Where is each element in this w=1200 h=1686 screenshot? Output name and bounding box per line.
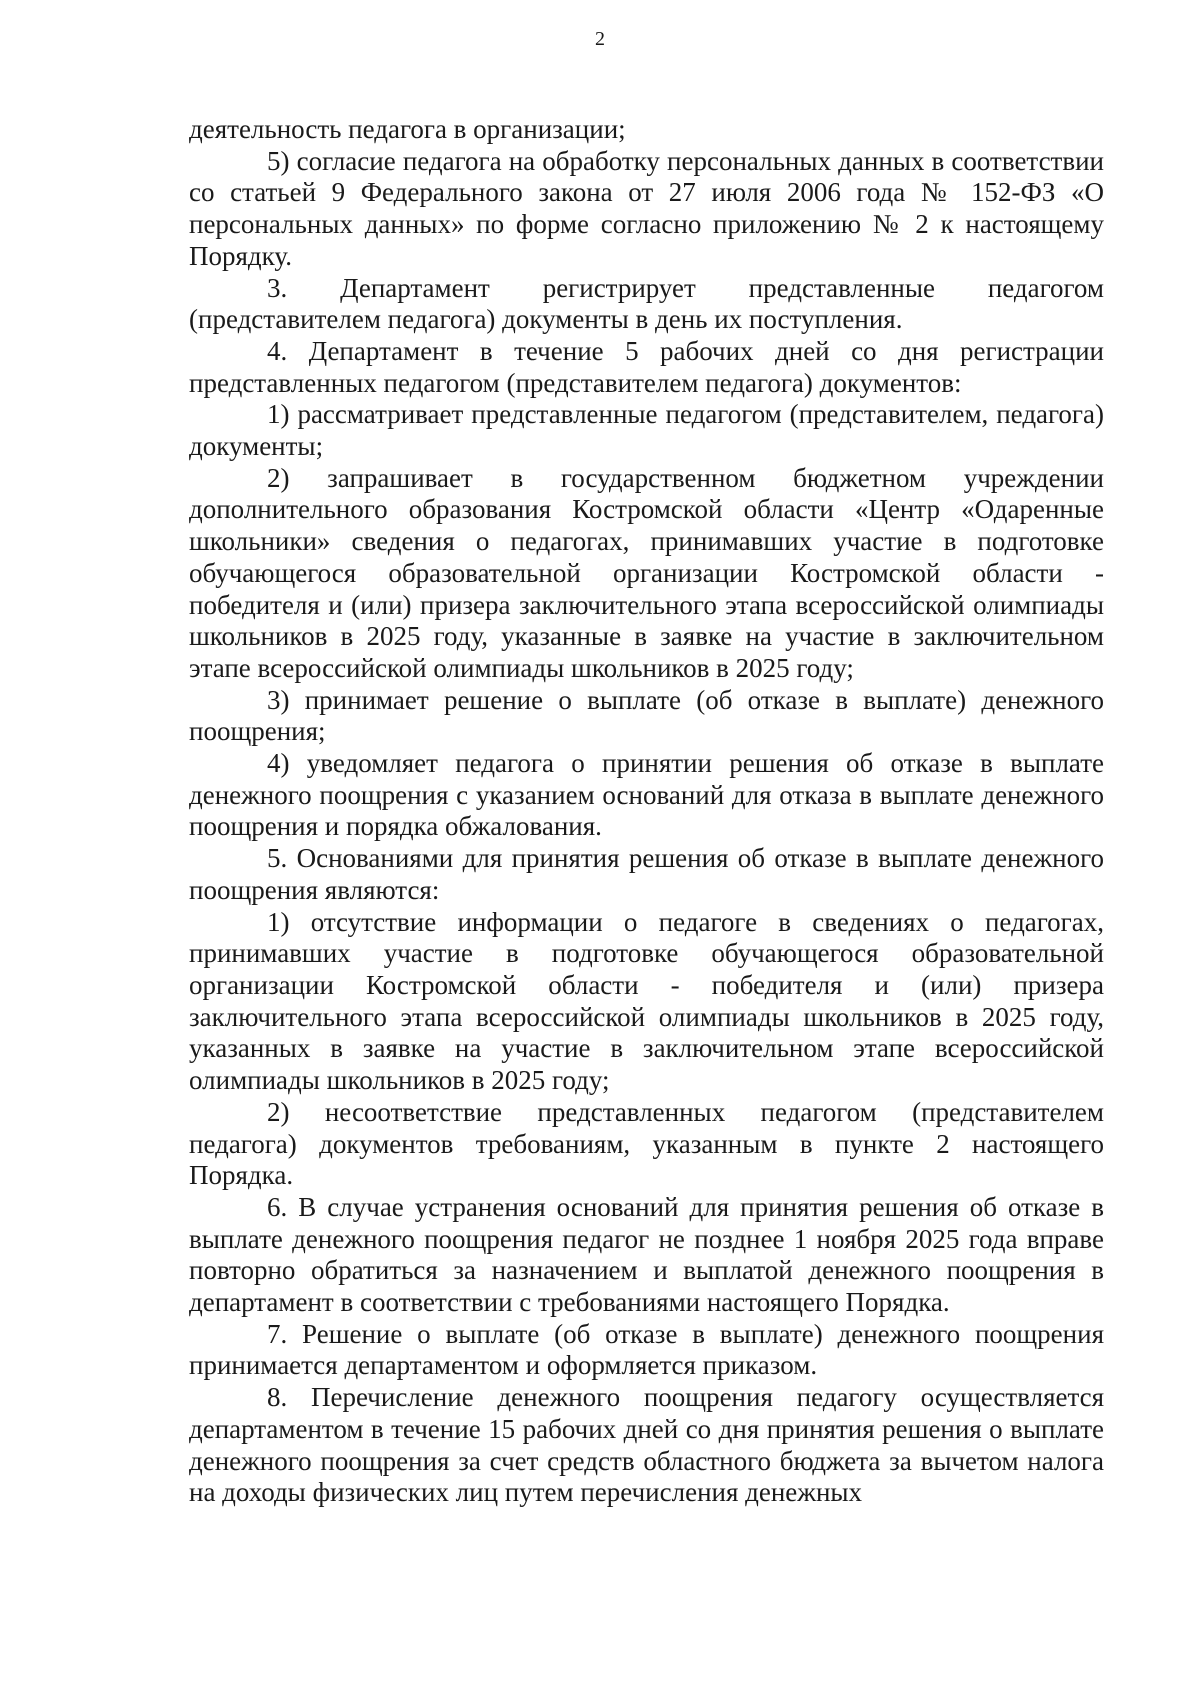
clause-8: 8. Перечисление денежного поощрения педагогу осуществляется департаментом в течение 15 рабочих дней со дня принятия решения о выплате денежного поощрения за счет средств областного бюджета за вычетом налога на доходы физических лиц путем перечисления денежных bbox=[189, 1382, 1104, 1508]
clause-4-item-1: 1) рассматривает представленные педагогом (представителем, педагога) документы; bbox=[189, 399, 1104, 462]
clause-5-item-2: 2) несоответствие представленных педагогом (представителем педагога) документов требованиям, указанным в пункте 2 настоящего Порядка. bbox=[189, 1096, 1104, 1191]
clause-6: 6. В случае устранения оснований для принятия решения об отказе в выплате денежного поощрения педагог не позднее 1 ноября 2025 года вправе повторно обратиться за назначением и выплатой денежного поощрения в департамент в соответствии с требованиями настоящего Порядка. bbox=[189, 1191, 1104, 1318]
clause-4-item-3: 3) принимает решение о выплате (об отказе в выплате) денежного поощрения; bbox=[189, 684, 1104, 747]
clause-5: 5. Основаниями для принятия решения об отказе в выплате денежного поощрения являются: bbox=[189, 843, 1104, 905]
clause-3: 3. Департамент регистрирует представленные педагогом (представителем педагога) документы в день их поступления. bbox=[189, 272, 1104, 335]
document-body bbox=[189, 114, 1104, 1509]
clause-5-item-1: 1) отсутствие информации о педагоге в сведениях о педагогах, принимавших участие в подготовке обучающегося образовательной организации Костромской области - победителя и (или) призера заключительного этапа всероссийской олимпиады школьников в 2025 году, указанных в заявке на участие в заключительном этапе всероссийской олимпиады школьников в 2025 году; bbox=[189, 906, 1104, 1096]
paragraph-continuation: деятельность педагога в организации; bbox=[189, 114, 626, 144]
clause-4: 4. Департамент в течение 5 рабочих дней со дня регистрации представленных педагогом (представителем педагога) документов: bbox=[189, 335, 1104, 398]
clause-7: 7. Решение о выплате (об отказе в выплате) денежного поощрения принимается департаментом и оформляется приказом. bbox=[189, 1318, 1104, 1381]
clause-4-item-2: 2) запрашивает в государственном бюджетном учреждении дополнительного образования Костромской области «Центр «Одаренные школьники» сведения о педагогах, принимавших участие в подготовке обучающегося образовательной организации Костромской области - победителя и (или) призера заключительного этапа всероссийской олимпиады школьников в 2025 году, указанные в заявке на участие в заключительном этапе всероссийской олимпиады школьников в 2025 году; bbox=[189, 462, 1104, 683]
clause-4-item-4: 4) уведомляет педагога о принятии решения об отказе в выплате денежного поощрения с указанием оснований для отказа в выплате денежного поощрения и порядка обжалования. bbox=[189, 748, 1104, 842]
page-number: 2 bbox=[595, 28, 605, 50]
list-item-5-consent: 5) согласие педагога на обработку персональных данных в соответствии со статьей 9 Федерального закона от 27 июля 2006 года № 152-ФЗ «О персональных данных» по форме согласно приложению № 2 к настоящему Порядку. bbox=[189, 145, 1104, 271]
